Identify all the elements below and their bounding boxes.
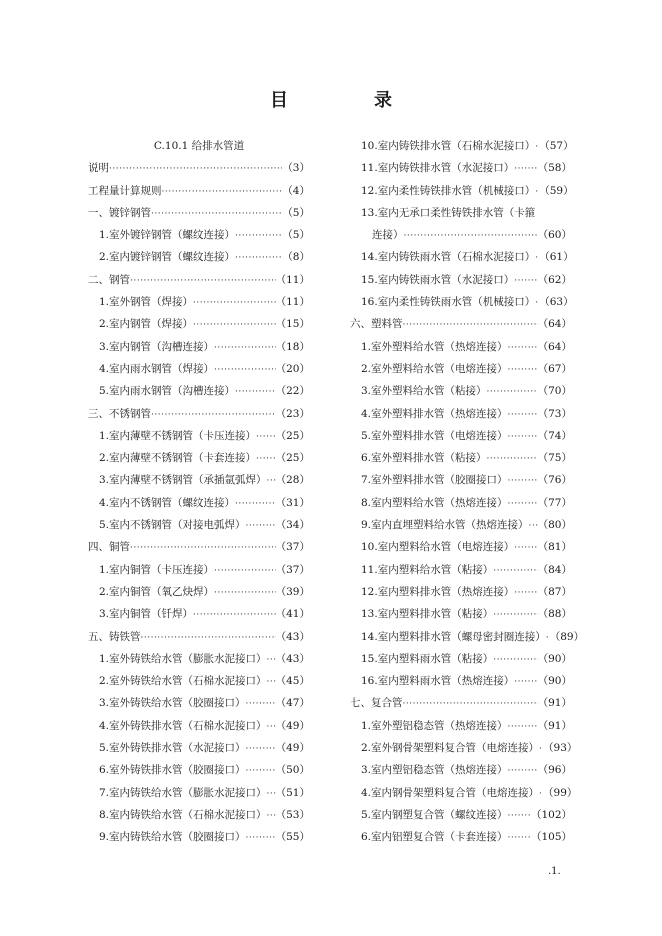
toc-entry-label: 1.室内薄壁不锈钢管（卡压连接） bbox=[99, 429, 257, 442]
toc-page-number: （70） bbox=[537, 385, 572, 398]
toc-page-number: （93） bbox=[543, 742, 578, 755]
toc-dot-leader bbox=[235, 225, 282, 247]
toc-entry-label: 16.室内塑料雨水管（热熔连接） bbox=[361, 675, 515, 688]
toc-dot-leader bbox=[151, 404, 276, 426]
toc-dot-leader bbox=[246, 515, 276, 537]
toc-entry-label: 5.室内钢塑复合管（螺纹连接） bbox=[361, 808, 508, 821]
toc-dot-leader bbox=[529, 515, 538, 537]
toc-entry-label: 10.室内塑料给水管（电熔连接） bbox=[361, 541, 515, 554]
toc-entry[interactable] bbox=[350, 603, 572, 625]
toc-dot-leader bbox=[235, 381, 276, 403]
toc-entry-label: 2.室内镀锌钢管（螺纹连接） bbox=[99, 251, 236, 264]
toc-dot-leader bbox=[508, 359, 538, 381]
toc-page-number: （99） bbox=[543, 786, 578, 799]
toc-entry[interactable] bbox=[88, 246, 310, 268]
toc-entry-label: 5.室内雨水钢管（沟槽连接） bbox=[99, 385, 236, 398]
toc-dot-leader bbox=[235, 493, 276, 515]
toc-page-number: （4） bbox=[282, 184, 310, 197]
toc-entry-label: 1.室内铜管（卡压连接） bbox=[99, 563, 215, 576]
toc-entry[interactable] bbox=[350, 826, 572, 848]
toc-page-number: （87） bbox=[537, 585, 572, 598]
toc-page-number: （49） bbox=[275, 742, 310, 755]
toc-page-number: （91） bbox=[537, 697, 572, 710]
toc-entry-label: 12.室内塑料排水管（热熔连接） bbox=[361, 585, 515, 598]
toc-dot-leader bbox=[493, 560, 537, 582]
toc-entry[interactable] bbox=[350, 804, 572, 826]
toc-entry[interactable] bbox=[88, 358, 310, 380]
toc-heading-label: C.10.1 给排水管道 bbox=[153, 140, 245, 152]
toc-dot-leader bbox=[109, 158, 282, 180]
toc-dot-leader bbox=[267, 671, 276, 693]
toc-page-number: （74） bbox=[537, 429, 572, 442]
toc-page-number: （90） bbox=[537, 652, 572, 665]
toc-page-number: （39） bbox=[275, 585, 310, 598]
toc-entry[interactable] bbox=[350, 715, 572, 737]
toc-dot-leader bbox=[267, 783, 276, 805]
toc-entry[interactable] bbox=[350, 336, 572, 358]
toc-page-number: （67） bbox=[537, 362, 572, 375]
toc-entry[interactable] bbox=[350, 782, 578, 804]
toc-entry[interactable] bbox=[350, 202, 572, 224]
toc-dot-leader bbox=[256, 426, 276, 448]
toc-page-number: （45） bbox=[275, 675, 310, 688]
toc-entry-label: 2.室外铸铁给水管（石棉水泥接口） bbox=[99, 675, 267, 688]
toc-entry[interactable] bbox=[350, 157, 572, 179]
toc-entry[interactable] bbox=[88, 157, 310, 179]
toc-dot-leader bbox=[487, 448, 538, 470]
toc-entry-label: 8.室内塑料给水管（热熔连接） bbox=[361, 496, 508, 509]
toc-entry-label: 7.室外塑料排水管（胶圈接口） bbox=[361, 474, 508, 487]
toc-page-number: （64） bbox=[537, 340, 572, 353]
toc-dot-leader bbox=[514, 270, 537, 292]
toc-page-number: （18） bbox=[275, 340, 310, 353]
toc-entry-label: 9.室内铸铁给水管（胶圈接口） bbox=[99, 831, 246, 844]
toc-page-number: （64） bbox=[537, 318, 572, 331]
toc-entry-label: 5.室外塑料排水管（电熔连接） bbox=[361, 429, 508, 442]
toc-page-number: （60） bbox=[537, 229, 572, 242]
page-title: 目 录 bbox=[270, 90, 426, 111]
toc-entry[interactable] bbox=[88, 380, 310, 402]
toc-entry-label: 15.室内塑料雨水管（粘接） bbox=[361, 652, 494, 665]
toc-entry-label: 4.室内不锈钢管（螺纹连接） bbox=[99, 496, 236, 509]
toc-entry-label: 2.室外塑料给水管（电熔连接） bbox=[361, 362, 508, 375]
toc-entry-label: 6.室外铸铁排水管（胶圈接口） bbox=[99, 764, 246, 777]
toc-entry-label: 5.室外铸铁排水管（水泥接口） bbox=[99, 742, 246, 755]
toc-dot-leader bbox=[508, 470, 538, 492]
toc-entry[interactable] bbox=[350, 269, 572, 291]
toc-page-number: （5） bbox=[282, 206, 310, 219]
toc-page-number: （25） bbox=[275, 452, 310, 465]
toc-left-column bbox=[88, 135, 310, 849]
toc-entry-label: 15.室内铸铁雨水管（水泥接口） bbox=[361, 273, 515, 286]
toc-dot-leader bbox=[214, 582, 276, 604]
toc-dot-leader bbox=[214, 560, 276, 582]
toc-entry-label: 10.室内铸铁排水管（石棉水泥接口） bbox=[361, 140, 536, 152]
toc-dot-leader bbox=[235, 247, 282, 269]
toc-dot-leader bbox=[151, 203, 282, 225]
toc-entry[interactable] bbox=[350, 559, 572, 581]
toc-entry-label: 13.室内无承口柔性铸铁排水管（卡箍 bbox=[361, 206, 536, 219]
toc-entry[interactable] bbox=[88, 826, 310, 848]
toc-entry-label: 连接） bbox=[372, 229, 404, 242]
toc-dot-leader bbox=[508, 716, 538, 738]
toc-page-number: （76） bbox=[537, 474, 572, 487]
toc-entry-label: 4.室内钢骨架塑料复合管（电熔连接） bbox=[361, 786, 540, 799]
toc-entry-label: 2.室内薄壁不锈钢管（卡套连接） bbox=[99, 452, 257, 465]
toc-page-number: （43） bbox=[275, 630, 310, 643]
toc-dot-leader bbox=[130, 270, 276, 292]
toc-entry[interactable] bbox=[88, 425, 310, 447]
toc-dot-leader bbox=[403, 314, 538, 336]
toc-dot-leader bbox=[403, 693, 538, 715]
toc-entry[interactable] bbox=[88, 648, 310, 670]
toc-entry-label: 三、不锈钢管 bbox=[88, 407, 151, 420]
toc-page-number: （22） bbox=[275, 385, 310, 398]
toc-entry-label: 13.室内塑料排水管（粘接） bbox=[361, 608, 494, 621]
toc-page-number: （91） bbox=[537, 719, 572, 732]
toc-entry[interactable] bbox=[350, 692, 572, 714]
toc-page-number: （25） bbox=[275, 429, 310, 442]
toc-entry[interactable] bbox=[350, 759, 572, 781]
toc-entry-label: 3.室内钢管（沟槽连接） bbox=[99, 340, 215, 353]
toc-page-number: （31） bbox=[275, 496, 310, 509]
toc-dot-leader bbox=[162, 181, 283, 203]
toc-entry-label: 五、铸铁管 bbox=[88, 630, 141, 643]
toc-entry-label: 2.室内铜管（氧乙炔焊） bbox=[99, 585, 215, 598]
toc-entry-label: 一、镀锌钢管 bbox=[88, 206, 151, 219]
toc-entry-label: 七、复合管 bbox=[350, 697, 403, 710]
toc-dot-leader bbox=[508, 760, 538, 782]
toc-page-number: （73） bbox=[537, 407, 572, 420]
toc-page-number: （89） bbox=[549, 630, 585, 643]
toc-entry[interactable] bbox=[350, 135, 572, 157]
toc-entry-label: 11.室内塑料给水管（粘接） bbox=[361, 563, 494, 576]
toc-entry-label: 3.室外铸铁给水管（胶圈接口） bbox=[99, 697, 246, 710]
toc-entry-label: 6.室外塑料排水管（粘接） bbox=[361, 452, 487, 465]
toc-dot-leader bbox=[487, 381, 538, 403]
toc-page-number: （41） bbox=[275, 608, 310, 621]
toc-dot-leader bbox=[508, 404, 538, 426]
toc-entry-label: 1.室外塑料给水管（热熔连接） bbox=[361, 340, 508, 353]
toc-page-number: （5） bbox=[282, 229, 310, 242]
toc-page-number: （75） bbox=[537, 452, 572, 465]
toc-dot-leader bbox=[404, 225, 538, 247]
toc-entry-label: 3.室内薄壁不锈钢管（承插氩弧焊） bbox=[99, 474, 267, 487]
toc-dot-leader bbox=[246, 827, 276, 849]
toc-entry-label: 11.室内铸铁排水管（水泥接口） bbox=[361, 162, 515, 175]
toc-entry-label: 3.室内铜管（钎焊） bbox=[99, 608, 194, 621]
toc-dot-leader bbox=[193, 292, 276, 314]
toc-page-number: （34） bbox=[275, 519, 310, 532]
toc-entry[interactable] bbox=[350, 536, 572, 558]
toc-entry-label: 14.室内塑料排水管（螺母密封圈连接） bbox=[361, 630, 546, 643]
toc-dot-leader bbox=[141, 627, 276, 649]
toc-page-number: （88） bbox=[537, 608, 572, 621]
toc-entry[interactable] bbox=[350, 581, 572, 603]
toc-entry-label: 4.室外铸铁排水管（石棉水泥接口） bbox=[99, 719, 267, 732]
toc-dot-leader bbox=[514, 158, 537, 180]
toc-page-number: （57） bbox=[539, 140, 574, 152]
page-number: .1. bbox=[548, 866, 561, 877]
toc-entry[interactable] bbox=[88, 224, 310, 246]
toc-entry[interactable] bbox=[350, 180, 572, 202]
toc-page-number: （61） bbox=[539, 251, 574, 264]
toc-dot-leader bbox=[508, 805, 531, 827]
toc-entry-label: 2.室内钢管（焊接） bbox=[99, 318, 194, 331]
toc-page-number: （15） bbox=[275, 318, 310, 331]
toc-entry-label: 4.室外塑料排水管（热熔连接） bbox=[361, 407, 508, 420]
toc-entry-label: 1.室外钢管（焊接） bbox=[99, 296, 194, 309]
toc-entry[interactable] bbox=[88, 313, 310, 335]
toc-entry[interactable] bbox=[88, 559, 310, 581]
toc-page-number: （23） bbox=[275, 407, 310, 420]
toc-entry[interactable] bbox=[88, 514, 310, 536]
toc-page-number: （43） bbox=[275, 652, 310, 665]
toc-entry-label: 说明 bbox=[88, 162, 109, 175]
toc-page-number: （51） bbox=[275, 786, 310, 799]
toc-entry-label: 3.室外塑料给水管（粘接） bbox=[361, 385, 487, 398]
toc-page-number: （11） bbox=[275, 273, 310, 286]
toc-entry-label: 二、钢管 bbox=[88, 273, 130, 286]
toc-entry[interactable] bbox=[350, 492, 572, 514]
toc-dot-leader bbox=[246, 738, 276, 760]
toc-page-number: （8） bbox=[282, 251, 310, 264]
toc-entry-label: 1.室外铸铁给水管（膨胀水泥接口） bbox=[99, 652, 267, 665]
toc-entry[interactable] bbox=[350, 403, 572, 425]
toc-page-number: （28） bbox=[275, 474, 310, 487]
toc-entry[interactable] bbox=[88, 692, 310, 714]
toc-entry[interactable] bbox=[88, 492, 310, 514]
toc-entry[interactable] bbox=[88, 336, 310, 358]
toc-entry[interactable] bbox=[350, 469, 572, 491]
toc-entry-label: 六、塑料管 bbox=[350, 318, 403, 331]
toc-entry[interactable] bbox=[88, 469, 310, 491]
toc-entry[interactable] bbox=[88, 626, 310, 648]
toc-entry[interactable] bbox=[350, 380, 572, 402]
toc-dot-leader bbox=[246, 693, 276, 715]
toc-dot-leader bbox=[493, 604, 537, 626]
toc-page-number: （11） bbox=[275, 296, 310, 309]
toc-entry[interactable] bbox=[88, 581, 310, 603]
toc-dot-leader bbox=[514, 671, 537, 693]
toc-page-number: （49） bbox=[275, 719, 310, 732]
toc-entry[interactable] bbox=[350, 313, 572, 335]
toc-entry[interactable] bbox=[350, 358, 572, 380]
toc-entry[interactable] bbox=[88, 180, 310, 202]
toc-entry[interactable] bbox=[350, 425, 572, 447]
toc-entry[interactable] bbox=[350, 648, 572, 670]
toc-page-number: （81） bbox=[537, 541, 572, 554]
toc-entry[interactable] bbox=[350, 447, 572, 469]
toc-entry-label: 16.室内柔性铸铁雨水管（机械接口） bbox=[361, 296, 536, 309]
toc-section-heading[interactable] bbox=[88, 135, 310, 157]
toc-entry-label: 5.室内不锈钢管（对接电弧焊） bbox=[99, 519, 246, 532]
toc-page-number: （59） bbox=[539, 184, 574, 197]
toc-entry-label: 7.室内铸铁给水管（膨胀水泥接口） bbox=[99, 786, 267, 799]
toc-page-number: （102） bbox=[530, 808, 572, 821]
toc-dot-leader bbox=[267, 470, 276, 492]
toc-page-number: （96） bbox=[537, 764, 572, 777]
toc-dot-leader bbox=[246, 760, 276, 782]
toc-entry-label: 9.室内直埋塑料给水管（热熔连接） bbox=[361, 519, 529, 532]
toc-dot-leader bbox=[514, 582, 537, 604]
toc-entry-label: 1.室外塑铝稳态管（热熔连接） bbox=[361, 719, 508, 732]
toc-entry[interactable] bbox=[88, 737, 310, 759]
toc-dot-leader bbox=[193, 604, 276, 626]
toc-entry[interactable] bbox=[350, 737, 578, 759]
toc-dot-leader bbox=[493, 649, 537, 671]
toc-entry[interactable] bbox=[350, 246, 572, 268]
toc-entry[interactable] bbox=[88, 403, 310, 425]
toc-entry[interactable] bbox=[350, 514, 572, 536]
toc-dot-leader bbox=[130, 537, 276, 559]
toc-entry-label: 1.室外镀锌钢管（螺纹连接） bbox=[99, 229, 236, 242]
toc-right-column bbox=[350, 135, 585, 849]
toc-dot-leader bbox=[214, 359, 276, 381]
toc-entry[interactable] bbox=[88, 715, 310, 737]
toc-page-number: （47） bbox=[275, 697, 310, 710]
toc-dot-leader bbox=[256, 448, 276, 470]
toc-entry[interactable] bbox=[350, 291, 572, 313]
toc-entry-label: 6.室内铝塑复合管（卡套连接） bbox=[361, 831, 508, 844]
toc-entry[interactable] bbox=[350, 224, 572, 246]
toc-page-number: （62） bbox=[537, 273, 572, 286]
toc-page-number: （77） bbox=[537, 496, 572, 509]
toc-page-number: （3） bbox=[282, 162, 310, 175]
toc-entry[interactable] bbox=[88, 782, 310, 804]
toc-dot-leader bbox=[267, 716, 276, 738]
toc-dot-leader bbox=[508, 493, 538, 515]
toc-page-number: （63） bbox=[539, 296, 574, 309]
toc-entry-label: 12.室内柔性铸铁排水管（机械接口） bbox=[361, 184, 536, 197]
toc-page-number: （58） bbox=[537, 162, 572, 175]
toc-entry-label: 8.室内铸铁给水管（石棉水泥接口） bbox=[99, 808, 267, 821]
toc-entry[interactable] bbox=[88, 447, 310, 469]
toc-dot-leader bbox=[508, 827, 531, 849]
toc-entry[interactable] bbox=[88, 202, 310, 224]
toc-page-number: （90） bbox=[537, 675, 572, 688]
toc-entry[interactable] bbox=[350, 670, 572, 692]
toc-entry[interactable] bbox=[88, 291, 310, 313]
toc-entry-label: 3.室内塑铝稳态管（热熔连接） bbox=[361, 764, 508, 777]
toc-entry-label: 工程量计算规则 bbox=[88, 184, 162, 197]
toc-entry[interactable] bbox=[88, 804, 310, 826]
toc-dot-leader bbox=[267, 805, 276, 827]
toc-entry-label: 4.室内雨水钢管（焊接） bbox=[99, 362, 215, 375]
toc-page-number: （20） bbox=[275, 362, 310, 375]
toc-dot-leader bbox=[508, 426, 538, 448]
toc-entry-label: 2.室外钢骨架塑料复合管（电熔连接） bbox=[361, 742, 540, 755]
toc-page-number: （53） bbox=[275, 808, 310, 821]
toc-entry-label: 14.室内铸铁雨水管（石棉水泥接口） bbox=[361, 251, 536, 264]
toc-dot-leader bbox=[267, 649, 276, 671]
toc-page-number: （50） bbox=[275, 764, 310, 777]
toc-entry[interactable] bbox=[88, 269, 310, 291]
toc-entry[interactable] bbox=[88, 536, 310, 558]
toc-entry[interactable] bbox=[88, 670, 310, 692]
toc-page-number: （37） bbox=[275, 563, 310, 576]
toc-page-number: （105） bbox=[530, 831, 572, 844]
toc-entry[interactable] bbox=[350, 626, 585, 648]
toc-dot-leader bbox=[514, 537, 537, 559]
toc-page-number: （80） bbox=[537, 519, 572, 532]
toc-entry[interactable] bbox=[88, 603, 310, 625]
toc-entry[interactable] bbox=[88, 759, 310, 781]
toc-dot-leader bbox=[508, 337, 538, 359]
toc-entry-label: 四、铜管 bbox=[88, 541, 130, 554]
toc-dot-leader bbox=[214, 337, 276, 359]
toc-page-number: （84） bbox=[537, 563, 572, 576]
toc-page-number: （55） bbox=[275, 831, 310, 844]
toc-dot-leader bbox=[193, 314, 276, 336]
toc-page-number: （37） bbox=[275, 541, 310, 554]
